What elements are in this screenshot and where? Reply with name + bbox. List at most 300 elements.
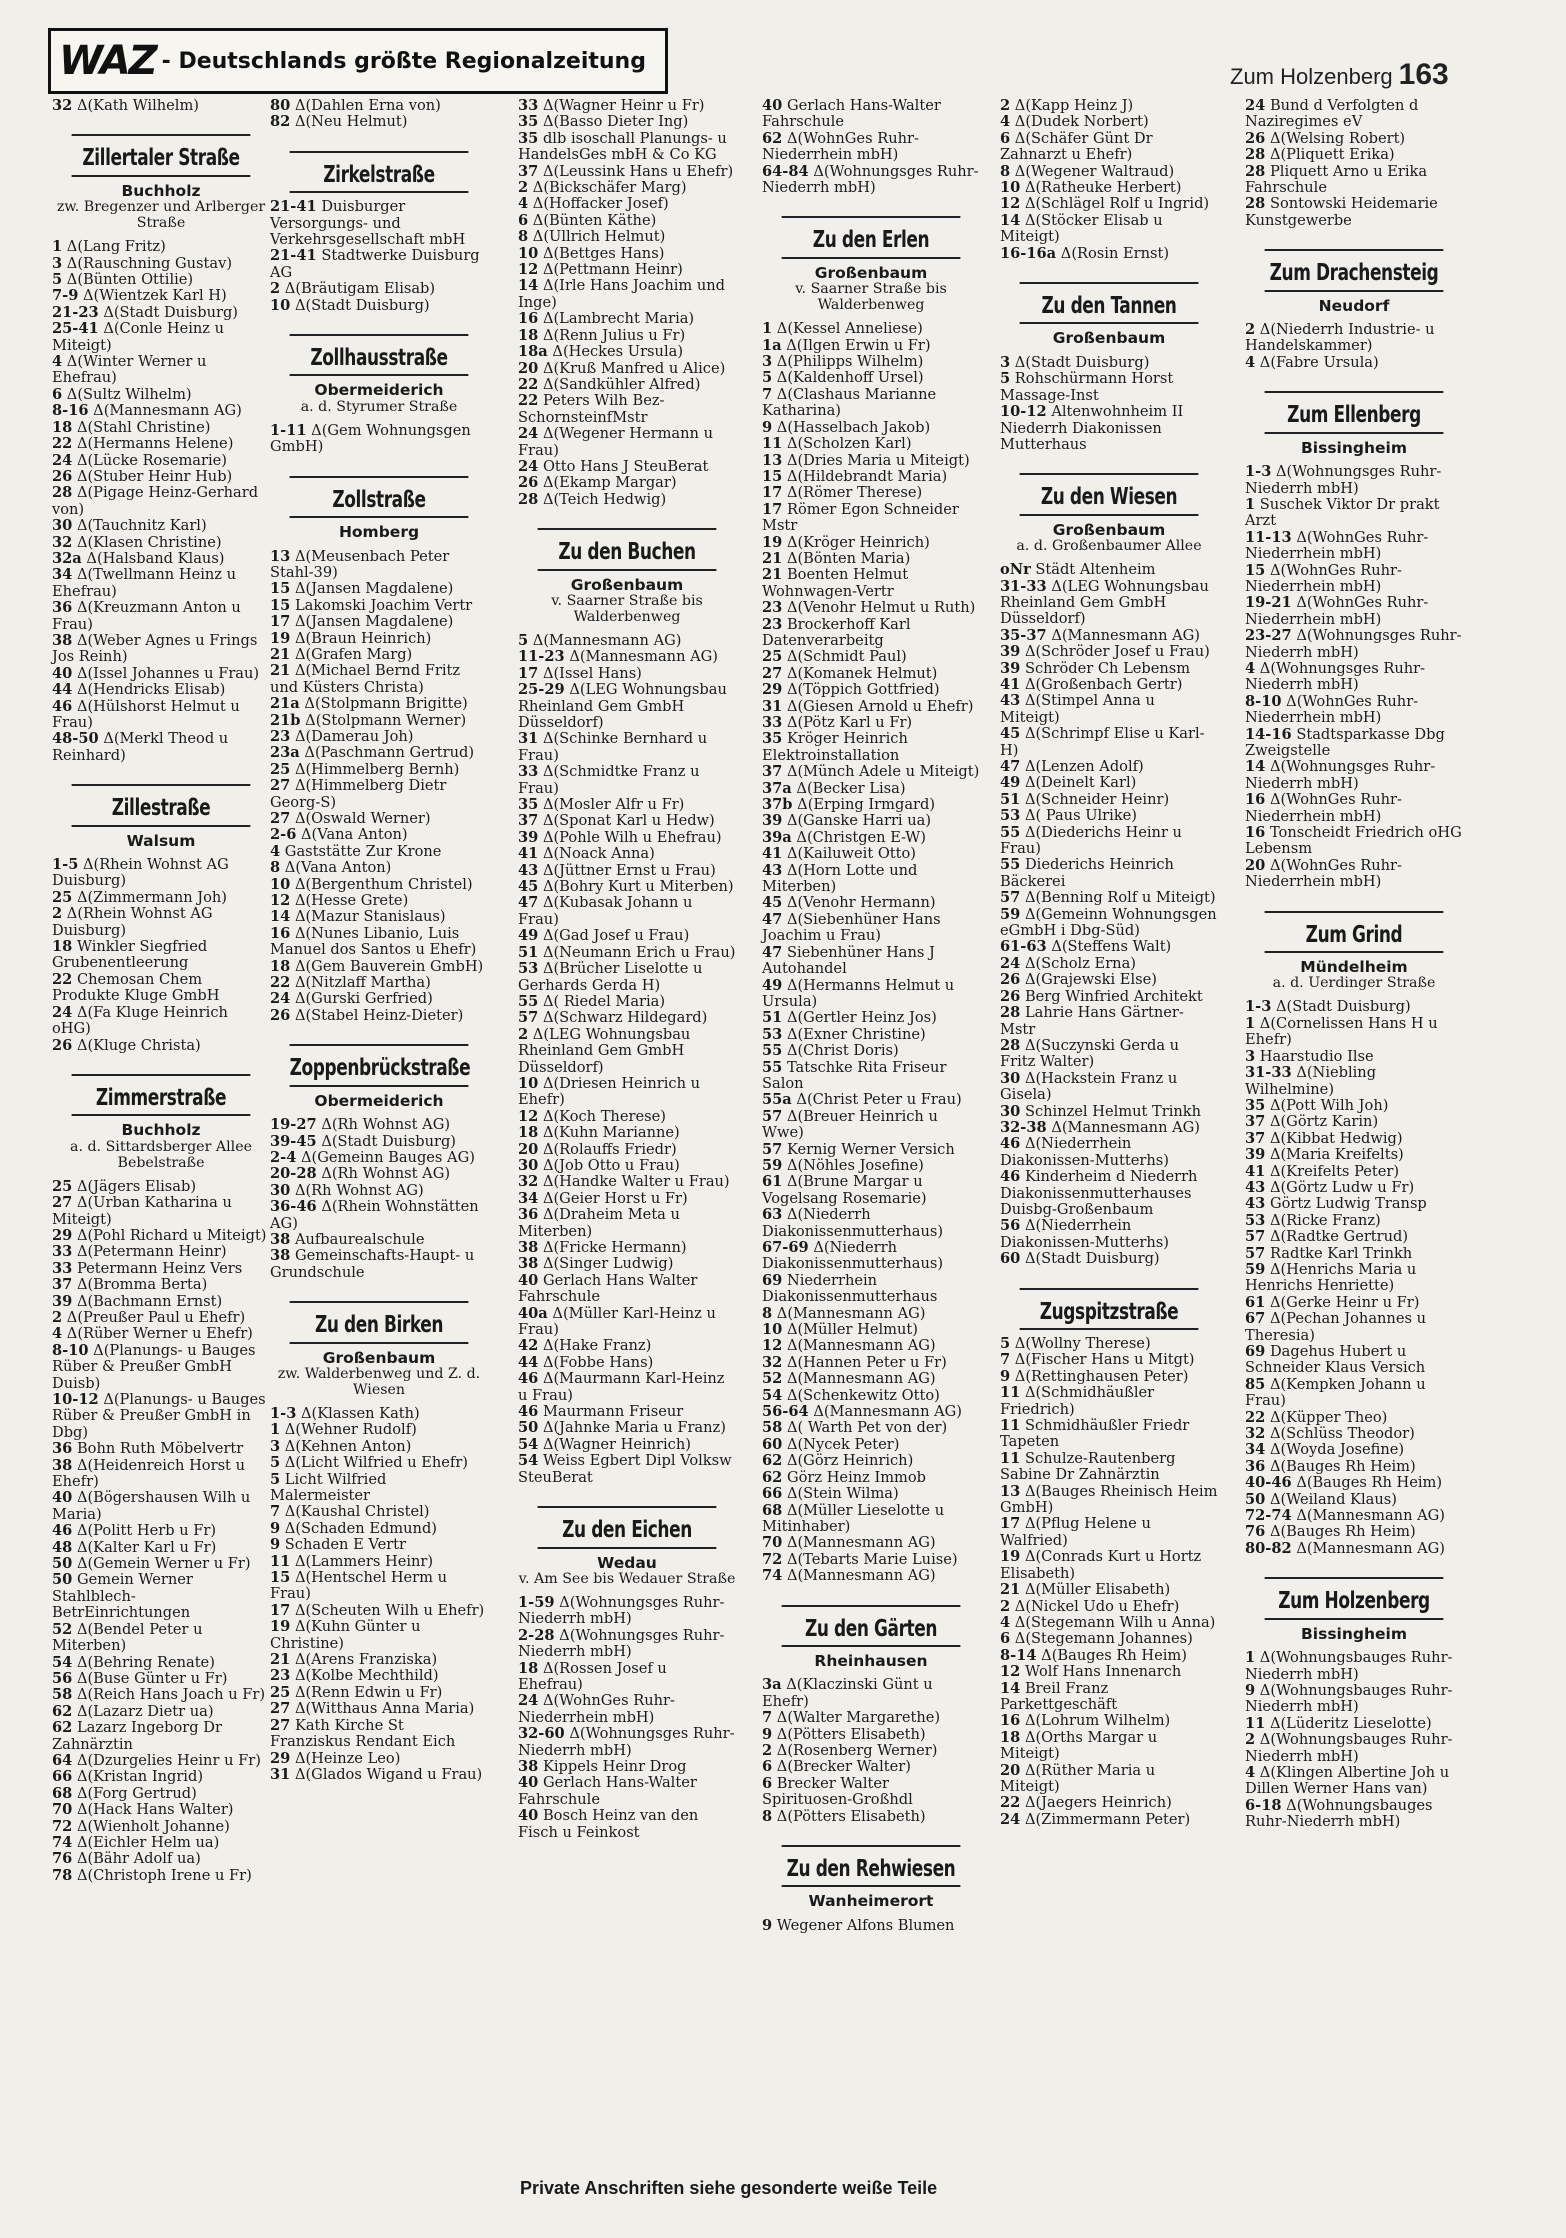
house-number: 39	[762, 812, 783, 830]
house-number: 64	[52, 1751, 73, 1769]
house-number: 40	[518, 1271, 539, 1289]
house-number: 46	[518, 1370, 539, 1388]
house-number: 6	[52, 385, 63, 403]
resident-name: Δ(Christ Peter u Frau)	[791, 1091, 962, 1109]
house-number: 12	[518, 1107, 539, 1125]
resident-name: Δ(Christoph Irene u Fr)	[72, 1866, 252, 1884]
address-entry	[1245, 661, 1463, 694]
address-entry	[1245, 825, 1463, 858]
house-number: 28	[1245, 195, 1266, 213]
resident-name: Δ(Schlägel Rolf u Ingrid)	[1020, 195, 1210, 213]
address-entry	[52, 436, 270, 452]
house-number: 5	[762, 369, 773, 387]
house-number: 59	[1245, 1260, 1266, 1278]
street-location-note: a. d. Sittardsberger Allee Bebelstraße	[70, 1138, 252, 1171]
address-entry	[270, 248, 488, 281]
street-name: Zillertaler Straße	[72, 134, 251, 176]
address-entry	[762, 469, 980, 485]
resident-name: Aufbaurealschule	[290, 1230, 425, 1248]
house-number: 18	[1000, 1728, 1021, 1746]
address-entry	[518, 1174, 736, 1190]
house-number: 37	[762, 763, 783, 781]
address-entry	[1000, 1385, 1218, 1418]
resident-name: Δ(Ullrich Helmut)	[528, 228, 666, 246]
address-entry	[1245, 1049, 1463, 1065]
resident-name: Maurmann Friseur	[538, 1403, 684, 1421]
house-number: 50	[518, 1419, 539, 1437]
address-entry	[1245, 147, 1463, 163]
house-number: 68	[762, 1501, 783, 1519]
address-entry	[518, 1759, 736, 1775]
address-entry	[1000, 1251, 1218, 1267]
house-number: 33	[52, 1243, 73, 1261]
address-entry	[1245, 999, 1463, 1015]
address-entry	[52, 600, 270, 633]
resident-name: Δ(Vana Anton)	[296, 826, 408, 844]
resident-name: Δ(Kubasak Johann u Frau)	[518, 894, 693, 928]
house-number: 55a	[762, 1091, 792, 1109]
house-number: 37b	[762, 796, 793, 814]
resident-name: Δ(Klaczinski Günt u Ehefr)	[762, 1676, 933, 1710]
address-entry	[52, 485, 270, 518]
resident-name: Duisburger Versorgungs- und Verkehrsgesellschaft mbH	[270, 198, 466, 249]
address-entry	[52, 1523, 270, 1539]
house-number: 57	[762, 1140, 783, 1158]
address-entry	[762, 945, 980, 978]
house-number: 41	[762, 845, 783, 863]
resident-name: Δ(Wohnungsges Ruhr-Niederrh mbH)	[762, 162, 979, 197]
house-number: 9	[762, 1916, 773, 1934]
house-number: 11	[1000, 1449, 1021, 1467]
house-number: 2	[1000, 97, 1011, 114]
resident-name: Δ(Bromma Berta)	[72, 1276, 208, 1294]
resident-name: Δ(Licht Wilfried u Ehefr)	[280, 1454, 469, 1472]
resident-name: Δ(Bohry Kurt u Miterben)	[538, 878, 734, 896]
directory-column	[762, 98, 980, 1934]
house-number: 11	[762, 435, 783, 453]
district-name: Obermeiderich	[314, 1091, 444, 1110]
resident-name: Δ(Zimmermann Peter)	[1020, 1810, 1191, 1828]
resident-name: Δ(Hoffacker Josef)	[528, 195, 669, 213]
house-number: 24	[1000, 954, 1021, 972]
address-entry	[518, 1453, 736, 1486]
resident-name: Δ(Lenzen Adolf)	[1020, 758, 1144, 775]
address-entry	[270, 1117, 488, 1133]
address-entry	[518, 98, 736, 114]
resident-name: Δ(Hack Hans Walter)	[72, 1801, 234, 1819]
resident-name: Kernig Werner Versich	[782, 1140, 955, 1158]
resident-name: Δ(Rossen Josef u Ehefrau)	[518, 1659, 667, 1693]
address-entry	[1245, 464, 1463, 497]
house-number: 26	[518, 474, 539, 492]
address-entry	[270, 1537, 488, 1553]
address-entry	[52, 682, 270, 698]
address-entry	[1000, 1418, 1218, 1451]
resident-name: Δ(Jansen Magdalene)	[290, 613, 454, 631]
resident-name: Δ(Pettmann Heinr)	[538, 261, 683, 279]
address-entry	[1000, 907, 1218, 940]
resident-name: Winkler Siegfried Grubenentleerung	[52, 938, 208, 972]
house-number: 9	[270, 1536, 281, 1554]
resident-name: Radtke Karl Trinkh	[1265, 1244, 1413, 1262]
address-entry	[1245, 1016, 1463, 1049]
address-entry	[52, 1769, 270, 1785]
address-entry	[1000, 1713, 1218, 1729]
resident-name: Δ(Komanek Helmut)	[782, 664, 938, 682]
house-number: 15	[762, 467, 783, 485]
directory-column	[270, 98, 488, 1783]
address-entry	[1000, 371, 1218, 404]
address-entry	[518, 1010, 736, 1026]
resident-name: Δ(Mannesmann AG)	[1046, 626, 1200, 644]
address-entry	[518, 764, 736, 797]
address-entry	[270, 729, 488, 745]
address-entry	[1245, 1377, 1463, 1410]
resident-name: Görz Heinz Immob	[782, 1468, 927, 1486]
house-number: 20	[1245, 856, 1266, 874]
district-name: Großenbaum	[814, 263, 928, 282]
street-location-note: zw. Walderbenweg und Z. d. Wiesen	[277, 1365, 481, 1398]
house-number: 76	[1245, 1523, 1266, 1541]
address-entry	[1245, 1229, 1463, 1245]
resident-name: Δ(Weber Agnes u Frings Jos Reinh)	[52, 631, 258, 666]
resident-name: Δ(Bräutigam Elisab)	[280, 280, 436, 298]
resident-name: Δ(Görz Heinrich)	[782, 1452, 914, 1470]
address-entry	[52, 1441, 270, 1457]
address-entry	[1245, 1114, 1463, 1130]
address-entry	[1000, 661, 1218, 677]
address-entry	[1000, 1549, 1218, 1582]
resident-name: Δ(Scheuten Wilh u Ehefr)	[290, 1601, 485, 1619]
resident-name: Δ(Rosenberg Werner)	[772, 1741, 938, 1759]
resident-name: Δ(Rolauffs Friedr)	[538, 1140, 677, 1158]
address-entry	[762, 1158, 980, 1174]
resident-name: Δ(Rauschning Gustav)	[62, 254, 233, 272]
house-number: 14-16	[1245, 725, 1292, 743]
resident-name: Δ(Pigage Heinz-Gerhard von)	[52, 484, 259, 518]
resident-name: Δ(Rüther Maria u Miteigt)	[1000, 1761, 1156, 1795]
address-entry	[762, 1568, 980, 1584]
house-number: 49	[762, 976, 783, 994]
house-number: 25	[270, 1683, 291, 1701]
resident-name: Δ(Rh Wohnst AG)	[316, 1165, 451, 1183]
address-entry	[270, 281, 488, 297]
address-entry	[1245, 355, 1463, 371]
house-number: 1	[762, 320, 773, 338]
address-entry	[1245, 858, 1463, 891]
resident-name: Δ(Erping Irmgard)	[792, 796, 936, 814]
address-entry	[1245, 1442, 1463, 1458]
address-entry	[518, 731, 736, 764]
address-entry	[762, 715, 980, 731]
house-number: 34	[52, 566, 73, 584]
house-number: 40	[52, 1489, 73, 1507]
address-entry	[52, 288, 270, 304]
resident-name: Δ(Tebarts Marie Luise)	[782, 1550, 958, 1568]
house-number: 38	[518, 1255, 539, 1273]
address-entry	[270, 713, 488, 729]
house-number: 47	[518, 894, 539, 912]
address-entry	[762, 830, 980, 846]
resident-name: Otto Hans J SteuBerat	[538, 457, 709, 475]
resident-name: Lazarz Ingeborg Dr Zahnärztin	[52, 1719, 222, 1753]
resident-name: Δ(Nöhles Josefine)	[782, 1156, 924, 1174]
address-entry	[52, 469, 270, 485]
address-entry	[52, 453, 270, 469]
house-number: 58	[762, 1419, 783, 1437]
address-entry	[270, 1455, 488, 1471]
house-number: 54	[518, 1435, 539, 1453]
address-entry	[52, 98, 270, 114]
address-entry	[762, 551, 980, 567]
house-number: 8-10	[52, 1341, 89, 1359]
house-number: 11-23	[518, 648, 565, 666]
house-number: 49	[518, 927, 539, 945]
address-entry	[1245, 1475, 1463, 1491]
house-number: 17	[270, 613, 291, 631]
address-entry	[52, 1655, 270, 1671]
house-number: 44	[52, 681, 73, 699]
house-number: 32	[1245, 1425, 1266, 1443]
resident-name: Δ( Riedel Maria)	[538, 992, 666, 1010]
resident-name: Δ(Kaldenhoff Ursel)	[772, 369, 924, 387]
address-entry	[1245, 1246, 1463, 1262]
resident-name: Δ(Pliquett Erika)	[1265, 146, 1395, 164]
resident-name: Δ(Christ Doris)	[782, 1042, 899, 1060]
address-entry	[1000, 404, 1218, 453]
address-entry	[270, 1521, 488, 1537]
resident-name: Δ(Wohnungsges Ruhr-Niederrh mbH)	[518, 1725, 735, 1759]
resident-name: Δ(Dahlen Erna von)	[290, 97, 441, 114]
address-entry	[1000, 677, 1218, 693]
resident-name: Δ(Bönten Maria)	[782, 549, 911, 567]
house-number: 8	[518, 228, 529, 246]
resident-name: Dagehus Hubert u Schneider Klaus Versich	[1245, 1343, 1426, 1377]
district-name: Wanheimerort	[808, 1892, 934, 1911]
resident-name: Δ(Nickel Udo u Ehefr)	[1010, 1597, 1180, 1615]
address-entry	[762, 863, 980, 896]
house-number: 32	[518, 1173, 539, 1191]
house-number: 50	[52, 1571, 73, 1589]
district-name: Buchholz	[121, 181, 201, 200]
resident-name: Δ(Mannesmann AG)	[808, 1403, 962, 1421]
resident-name: Δ(Kailuweit Otto)	[782, 845, 916, 863]
address-entry	[270, 1668, 488, 1684]
address-entry	[52, 731, 270, 764]
resident-name: Δ(Irle Hans Joachim und Inge)	[518, 277, 726, 311]
district-name: Buchholz	[121, 1121, 201, 1140]
resident-name: Δ(Noack Anna)	[538, 845, 655, 863]
house-number: 15	[1245, 561, 1266, 579]
resident-name: Δ(Mannesmann AG)	[782, 1337, 936, 1355]
address-entry	[518, 426, 736, 459]
address-entry	[762, 1207, 980, 1240]
house-number: 10	[270, 875, 291, 893]
house-number: 18a	[518, 343, 548, 361]
house-number: 11-13	[1245, 528, 1292, 546]
address-entry	[1000, 1369, 1218, 1385]
address-entry	[1000, 1812, 1218, 1828]
address-entry	[52, 1195, 270, 1228]
street-block	[270, 1044, 488, 1281]
house-number: 21-41	[270, 247, 317, 265]
resident-name: Δ(Kibbat Hedwig)	[1265, 1129, 1403, 1147]
resident-name: Δ(Kolbe Mechthild)	[290, 1667, 439, 1685]
house-number: 24	[52, 1003, 73, 1021]
resident-name: Δ(Forg Gertrud)	[72, 1784, 197, 1802]
resident-name: Δ(Stadt Duisburg)	[98, 303, 238, 321]
house-number: 22	[1000, 1794, 1021, 1812]
resident-name: Δ(Hannen Peter u Fr)	[782, 1353, 947, 1371]
address-entry	[1245, 1426, 1463, 1442]
resident-name: Δ(Wienholt Johanne)	[72, 1817, 230, 1835]
address-entry	[52, 699, 270, 732]
address-entry	[270, 926, 488, 959]
resident-name: Δ(Jägers Elisab)	[72, 1177, 197, 1195]
street-name: Zollhausstraße	[290, 334, 469, 376]
house-number: 53	[1245, 1211, 1266, 1229]
resident-name: Δ(Kuhn Marianne)	[538, 1124, 680, 1142]
resident-name: Δ(Gad Josef u Frau)	[538, 927, 690, 945]
resident-name: Weiss Egbert Dipl Volksw SteuBerat	[518, 1452, 732, 1486]
house-number: 17	[518, 664, 539, 682]
house-number: 4	[270, 842, 281, 860]
house-number: 61	[1245, 1293, 1266, 1311]
address-entry	[762, 1776, 980, 1809]
house-number: 2	[1245, 321, 1256, 339]
address-entry	[270, 1652, 488, 1668]
resident-name: Δ(Hake Franz)	[538, 1337, 652, 1355]
address-entry	[1245, 164, 1463, 197]
address-entry	[270, 1685, 488, 1701]
resident-name: Δ(Görtz Ludw u Fr)	[1265, 1178, 1415, 1196]
address-entry	[1245, 1262, 1463, 1295]
resident-name: Schinzel Helmut Trinkh	[1020, 1102, 1202, 1120]
resident-name: Δ(Wohnungsbauges Ruhr-Niederrh mbH)	[1245, 1681, 1453, 1716]
resident-name: Δ(Hasselbach Jakob)	[772, 418, 931, 436]
masthead-slogan: - Deutschlands größte Regionalzeitung	[161, 48, 646, 74]
house-number: 52	[762, 1370, 783, 1388]
house-number: 54	[52, 1653, 73, 1671]
house-number: 2	[762, 1741, 773, 1759]
house-number: 38	[518, 1239, 539, 1256]
street-name: Zillestraße	[72, 784, 251, 826]
resident-name: Δ(Rh Wohnst AG)	[316, 1116, 451, 1134]
house-number: 7-9	[52, 287, 79, 305]
resident-name: Δ(Preußer Paul u Ehefr)	[62, 1308, 246, 1326]
street-name: Zu den Tannen	[1020, 282, 1199, 324]
house-number: 35	[518, 113, 539, 131]
house-number: 37	[518, 812, 539, 830]
house-number: 40-46	[1245, 1474, 1292, 1492]
resident-name: Δ(Singer Ludwig)	[538, 1255, 674, 1273]
resident-name: Suschek Viktor Dr prakt Arzt	[1245, 495, 1440, 530]
house-number: 7	[270, 1503, 281, 1521]
address-entry	[1245, 1180, 1463, 1196]
resident-name: Δ(Koch Therese)	[538, 1107, 666, 1125]
resident-name: Δ(Venohr Helmut u Ruth)	[782, 599, 976, 617]
house-number: 4	[1245, 659, 1256, 677]
resident-name: Δ(Diederichs Heinr u Frau)	[1000, 823, 1182, 858]
house-number: 33	[762, 714, 783, 731]
house-number: 6	[1000, 1630, 1011, 1648]
resident-name: Δ(Orths Margar u Miteigt)	[1000, 1728, 1158, 1763]
address-entry	[52, 1835, 270, 1851]
house-number: 67	[1245, 1310, 1266, 1328]
address-entry	[762, 1043, 980, 1059]
resident-name: Altenwohnheim II Niederrh Diakonissen Mutterhaus	[1000, 403, 1184, 453]
address-entry	[518, 1273, 736, 1306]
resident-name: Δ( Warth Pet von der)	[782, 1419, 948, 1437]
resident-name: Δ(Mannesmann AG)	[1291, 1539, 1445, 1557]
address-entry	[518, 229, 736, 245]
resident-name: Δ(Jüttner Ernst u Frau)	[538, 861, 716, 879]
address-entry	[1000, 1763, 1218, 1796]
address-entry	[1245, 1131, 1463, 1147]
house-number: 26	[1000, 971, 1021, 989]
house-number: 64-84	[762, 162, 809, 180]
resident-name: Licht Wilfried Malermeister	[270, 1470, 387, 1504]
house-number: 49	[1000, 774, 1021, 792]
street-block	[52, 98, 270, 114]
house-number: 43	[518, 861, 539, 879]
address-entry	[762, 682, 980, 698]
address-entry	[762, 354, 980, 370]
house-number: 58	[52, 1686, 73, 1704]
resident-name: Brockerhoff Karl Datenverarbeitg	[762, 615, 911, 649]
resident-name: Δ(Wohnungsges Ruhr-Niederrh mbH)	[1245, 659, 1426, 694]
resident-name: Δ(Bauges Rheinisch Heim GmbH)	[1000, 1482, 1218, 1517]
house-number: 4	[518, 195, 529, 213]
house-number: 37	[1245, 1129, 1266, 1147]
resident-name: Berg Winfried Architekt	[1020, 987, 1203, 1005]
street-block	[518, 1506, 736, 1841]
resident-name: Δ(Bauges Rh Heim)	[1291, 1474, 1443, 1492]
house-number: 44	[518, 1353, 539, 1371]
resident-name: Pliquett Arno u Erika Fahrschule	[1245, 162, 1428, 197]
address-entry	[270, 991, 488, 1007]
house-number: 4	[52, 353, 63, 371]
street-block	[270, 476, 488, 1025]
address-entry	[518, 459, 736, 475]
address-entry	[1000, 759, 1218, 775]
house-number: 39a	[762, 828, 792, 846]
address-entry	[270, 1183, 488, 1199]
house-number: 2-6	[270, 826, 297, 844]
address-entry	[762, 1142, 980, 1158]
resident-name: Δ(Niebling Wilhelmine)	[1245, 1064, 1377, 1098]
resident-name: Δ(Rhein Wohnst AG Duisburg)	[52, 856, 229, 890]
house-number: 51	[1000, 790, 1021, 808]
resident-name: Δ(Schmidhäußler Friedrich)	[1000, 1384, 1155, 1418]
resident-name: Δ(Pohle Wilh u Ehefrau)	[538, 828, 722, 846]
resident-name: Tatschke Rita Friseur Salon	[762, 1058, 947, 1092]
address-entry	[52, 354, 270, 387]
house-number: 9	[270, 1519, 281, 1537]
house-number: 80	[270, 97, 291, 114]
resident-name: Δ(Basso Dieter Ing)	[538, 113, 689, 131]
resident-name: Δ(Urban Katharina u Miteigt)	[52, 1194, 232, 1228]
house-number: 32	[52, 533, 73, 551]
house-number: 51	[518, 943, 539, 961]
house-number: 27	[270, 810, 291, 827]
house-number: 47	[762, 910, 783, 928]
resident-name: Δ(Ricke Franz)	[1265, 1211, 1381, 1229]
house-number: 18	[52, 938, 73, 956]
resident-name: Δ(Wohnungsbauges Ruhr-Niederrh mbH)	[1245, 1796, 1433, 1831]
resident-name: Δ(Stadt Duisburg)	[290, 296, 430, 314]
address-entry	[52, 551, 270, 567]
